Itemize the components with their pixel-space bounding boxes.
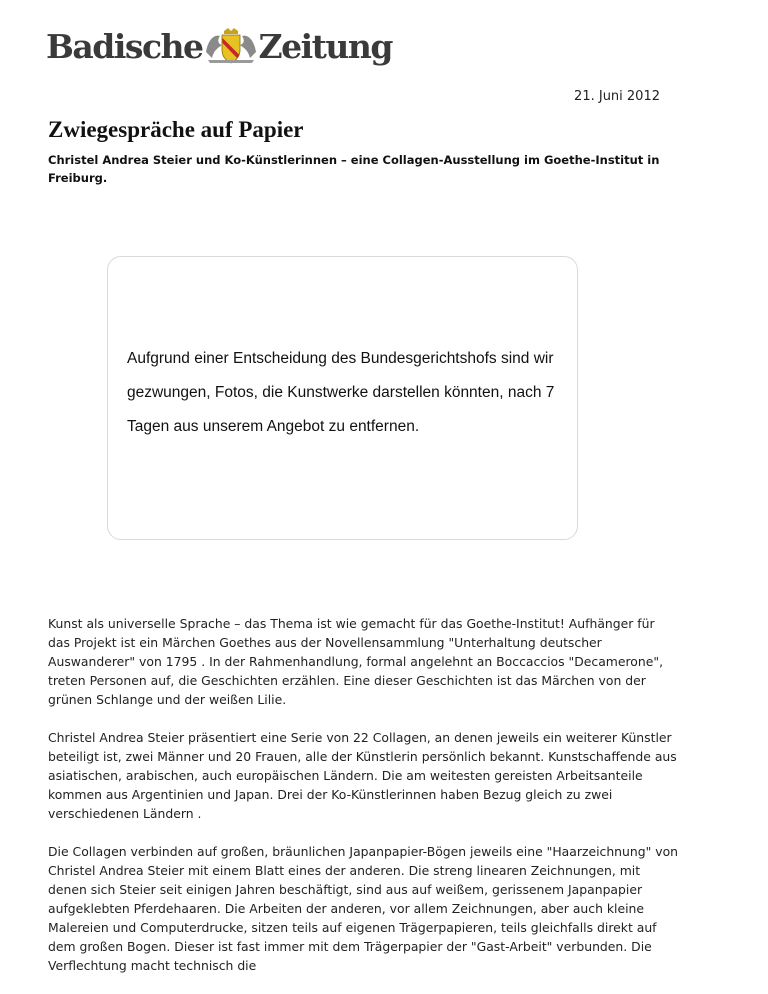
masthead-right-word: Zeitung [258, 26, 392, 66]
publication-date: 21. Juni 2012 [574, 89, 660, 104]
baden-coat-of-arms-icon [204, 28, 258, 64]
article-paragraph: Die Collagen verbinden auf großen, bräunlichen Japanpapier-Bögen jeweils eine "Haarzeichnung" von Christel Andrea Steier mit einem Blatt eines der anderen. Die streng linearen Zeichnungen, mit denen sich Steier seit einigen Jahren beschäftigt, sind aus auf weißem, gerissenem Japanpapier aufgeklebten Pferdehaaren. Die Arbeiten der anderen, vor allem Zeichnungen, aber auch kleine Malereien und Computerdrucke, sitzen teils auf eigenen Trägerpapieren, teils gleichfalls direkt auf dem großen Bogen. Dieser ist fast immer mit dem Trägerpapier der "Gast-Arbeit" verbunden. Die Verflechtung macht technisch die [48, 844, 679, 973]
article-headline: Zwiegespräche auf Papier [48, 117, 304, 142]
article-body [48, 614, 678, 994]
article-paragraph: Christel Andrea Steier präsentiert eine Serie von 22 Collagen, an denen jeweils ein weiterer Künstler beteiligt ist, zwei Männer und 20 Frauen, alle der Künstlerin persönlich bekannt. Kunstschaffende aus asiatischen, arabischen, auch europäischen Ländern. Die am weitesten gereisten Arbeitsanteile kommen aus Argentinien und Japan. Drei der Ko-Künstlerinnen haben Bezug gleich zu zwei verschiedenen Ländern . [48, 730, 677, 821]
masthead-logo [46, 28, 392, 64]
masthead-left-word: Badische [46, 26, 203, 66]
notice-text: Aufgrund einer Entscheidung des Bundesgerichtshofs sind wir gezwungen, Fotos, die Kunstwerke darstellen könnten, nach 7 Tagen aus unserem Angebot zu entfernen. [127, 350, 555, 435]
article-subheadline: Christel Andrea Steier und Ko-Künstlerinnen – eine Collagen-Ausstellung im Goethe-Institut in Freiburg. [48, 153, 660, 185]
image-removed-notice [107, 256, 578, 540]
article-paragraph: Kunst als universelle Sprache – das Thema ist wie gemacht für das Goethe-Institut! Aufhänger für das Projekt ist ein Märchen Goethes aus der Novellensammlung "Unterhaltung deutscher Auswanderer" von 1795 . In der Rahmenhandlung, formal angelehnt an Boccaccios "Decamerone", treten Personen auf, die Geschichten erzählen. Eine dieser Geschichten ist das Märchen von der grünen Schlange und der weißen Lilie. [48, 616, 664, 707]
